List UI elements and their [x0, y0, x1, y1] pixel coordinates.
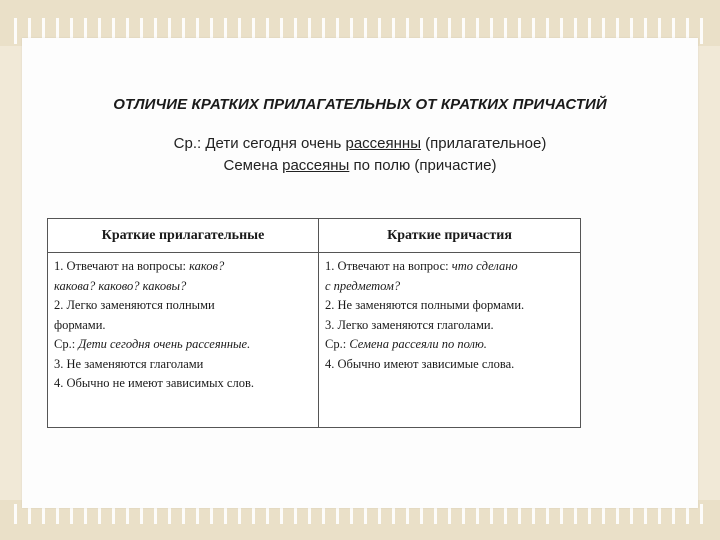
header-participles: Краткие причастия	[319, 219, 581, 253]
table-row	[48, 253, 581, 428]
example-participle-suffix: по полю (причастие)	[349, 157, 497, 174]
cell-adjectives	[48, 253, 319, 428]
examples-block	[22, 133, 698, 177]
adj-line-5-text: Ср.:	[54, 337, 79, 351]
cell-participles	[319, 253, 581, 428]
slide-sheet	[22, 38, 698, 508]
example-participle-prefix: Семена	[223, 157, 283, 174]
adj-line-1-italic: каков?	[189, 259, 225, 273]
adj-line-1	[54, 257, 315, 277]
prt-line-5-italic: Семена рассеяли по полю.	[349, 337, 487, 351]
adj-line-4: формами.	[54, 317, 106, 332]
prt-line-4: 3. Легко заменяются глаголами.	[325, 317, 494, 332]
prt-line-6: 4. Обычно имеют зависимые слова.	[325, 356, 515, 371]
adj-line-5-italic: Дети сегодня очень рассеянные.	[78, 337, 251, 351]
adj-line-3: 2. Легко заменяются полными	[54, 298, 215, 312]
table-header-row	[48, 219, 581, 253]
prt-line-5	[325, 335, 577, 355]
example-participle	[22, 155, 698, 177]
prt-line-2: с предметом?	[325, 278, 401, 293]
prt-line-3: 2. Не заменяются полными формами.	[325, 298, 525, 312]
prt-line-1-text: 1. Отвечают на вопрос:	[325, 259, 452, 273]
prt-line-1-italic: что сделано	[451, 259, 518, 273]
example-participle-word: рассеяны	[282, 157, 350, 174]
comparison-table	[47, 218, 581, 428]
prt-line-5-text: Ср.:	[325, 337, 350, 351]
prt-line-1	[325, 257, 577, 277]
header-adjectives: Краткие прилагательные	[48, 219, 319, 253]
adj-line-5	[54, 335, 315, 355]
example-adjective	[22, 133, 698, 155]
slide-title: ОТЛИЧИЕ КРАТКИХ ПРИЛАГАТЕЛЬНЫХ ОТ КРАТКИХ ПРИЧАСТИЙ	[113, 96, 607, 113]
adj-line-1-text: 1. Отвечают на вопросы:	[54, 259, 190, 273]
adj-line-6: 3. Не заменяются глаголами	[54, 356, 204, 371]
adj-line-2: какова? каково? каковы?	[54, 278, 187, 293]
example-adjective-suffix: (прилагательное)	[421, 135, 547, 152]
example-adjective-prefix: Ср.: Дети сегодня очень	[173, 135, 346, 152]
adj-line-7: 4. Обычно не имеют зависимых слов.	[54, 376, 254, 390]
example-adjective-word: рассеянны	[345, 135, 421, 152]
